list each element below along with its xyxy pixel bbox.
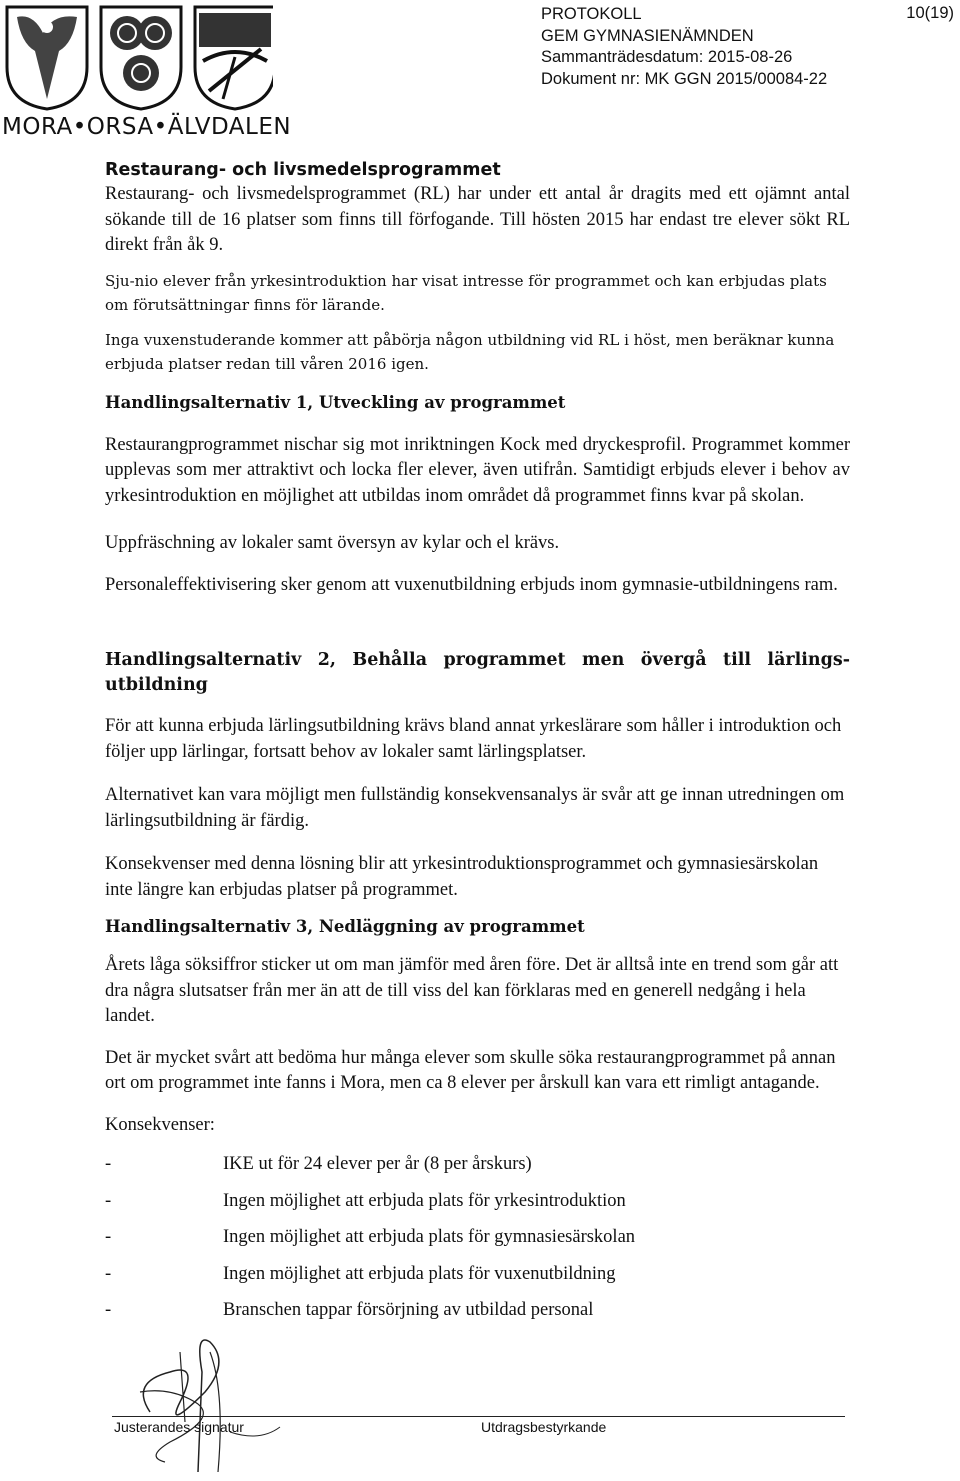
- section-paragraph-2: Sju-nio elever från yrkesintroduktion har visat intresse för programmet och kan erbjudas plats om förutsättningar finns för lärande.: [105, 271, 827, 314]
- list-item: - Ingen möjlighet att erbjuda plats för yrkesintroduktion: [105, 1190, 626, 1211]
- section-paragraph-3: Inga vuxenstuderande kommer att påbörja någon utbildning vid RL i höst, men beräknar kunna erbjuda platser redan till våren 2016 igen.: [105, 330, 835, 373]
- section-title: Restaurang- och livsmedelsprogrammet: [105, 160, 501, 180]
- document-header: [541, 4, 827, 90]
- consequences-label: Konsekvenser:: [105, 1114, 215, 1135]
- list-item: - IKE ut för 24 elever per år (8 per årskurs): [105, 1154, 532, 1174]
- handwritten-signature: [110, 1332, 290, 1477]
- alvdalen-coat-of-arms: [195, 7, 273, 109]
- alternative-3-paragraph-1: Årets låga söksiffror sticker ut om man jämför med åren före. Det är alltså inte en trend som går att dra några slutsatser från mer än att de till viss del kan förklaras med en generell nedgång i hela landet.: [105, 955, 839, 1026]
- alternative-1-title: Handlingsalternativ 1, Utveckling av programmet: [105, 392, 566, 412]
- footer-signature-label: Justerandes signatur: [114, 1419, 244, 1435]
- alternative-3-paragraph-2: Det är mycket svårt att bedöma hur många elever som skulle söka restaurangprogrammet på annan ort om programmet inte fanns i Mora, men ca 8 elever per årskull kan vara ett rimligt antagande.: [105, 1047, 836, 1093]
- meeting-date: Sammanträdesdatum: 2015-08-26: [541, 48, 793, 66]
- alternative-2-paragraph-3: Konsekvenser med denna lösning blir att yrkesintroduktionsprogrammet och gymnasiesärskolan inte längre kan erbjudas platser på programmet.: [105, 854, 819, 900]
- alternative-1-paragraph-2: Uppfräschning av lokaler samt översyn av kylar och el krävs.: [105, 533, 560, 553]
- alternative-3-title: Handlingsalternativ 3, Nedläggning av programmet: [105, 917, 585, 936]
- list-item: - Ingen möjlighet att erbjuda plats för gymnasiesärskolan: [105, 1227, 636, 1247]
- mora-coat-of-arms: [7, 7, 87, 109]
- alternative-2-title: Handlingsalternativ 2, Behålla programmet men övergå till lärlings-utbildning: [105, 650, 850, 695]
- document-type: PROTOKOLL: [541, 5, 642, 23]
- municipalities-name: MORA•ORSA•ÄLVDALEN: [2, 114, 292, 140]
- consequences-list: [105, 1152, 850, 1335]
- alternative-1-paragraph-1: Restaurangprogrammet nischar sig mot inriktningen Kock med dryckesprofil. Programmet kommer upplevas som mer attraktivt och locka fler elever, även utifrån. Samtidigt erbjuds elever i behov av yrkesintroduktion en möjlighet att utbildas inom området då programmet finns kvar på skolan.: [105, 434, 850, 506]
- committee-name: GEM GYMNASIENÄMNDEN: [541, 26, 754, 45]
- footer-certification-label: Utdragsbestyrkande: [481, 1419, 607, 1435]
- list-item: - Ingen möjlighet att erbjuda plats för vuxenutbildning: [105, 1263, 616, 1284]
- section-intro: Restaurang- och livsmedelsprogrammet (RL) har under ett antal år dragits med ett ojämnt antal sökande till de 16 platser som finns till förfogande. Till hösten 2015 har endast tre elever sökt RL direkt från åk 9.: [105, 184, 850, 255]
- list-item: - Branschen tappar försörjning av utbildad personal: [105, 1300, 594, 1320]
- alternative-1-paragraph-3: Personaleffektivisering sker genom att vuxenutbildning erbjuds inom gymnasie-utbildningens ram.: [105, 574, 838, 595]
- page-number: 10(19): [906, 4, 954, 22]
- document-number: Dokument nr: MK GGN 2015/00084-22: [541, 69, 828, 88]
- alternative-2-paragraph-2: Alternativet kan vara möjligt men fullständig konsekvensanalys är svår att ge innan utredningen om lärlingsutbildning är färdig.: [105, 785, 845, 831]
- document-body: [105, 158, 850, 1335]
- footer-divider: [112, 1416, 845, 1417]
- municipal-coats-of-arms: [3, 3, 273, 111]
- orsa-coat-of-arms: [101, 7, 181, 109]
- alternative-2-paragraph-1: För att kunna erbjuda lärlingsutbildning krävs bland annat yrkeslärare som håller i introduktion och följer upp lärlingar, fortsatt behov av lokaler samt lärlingsplatser.: [105, 716, 842, 762]
